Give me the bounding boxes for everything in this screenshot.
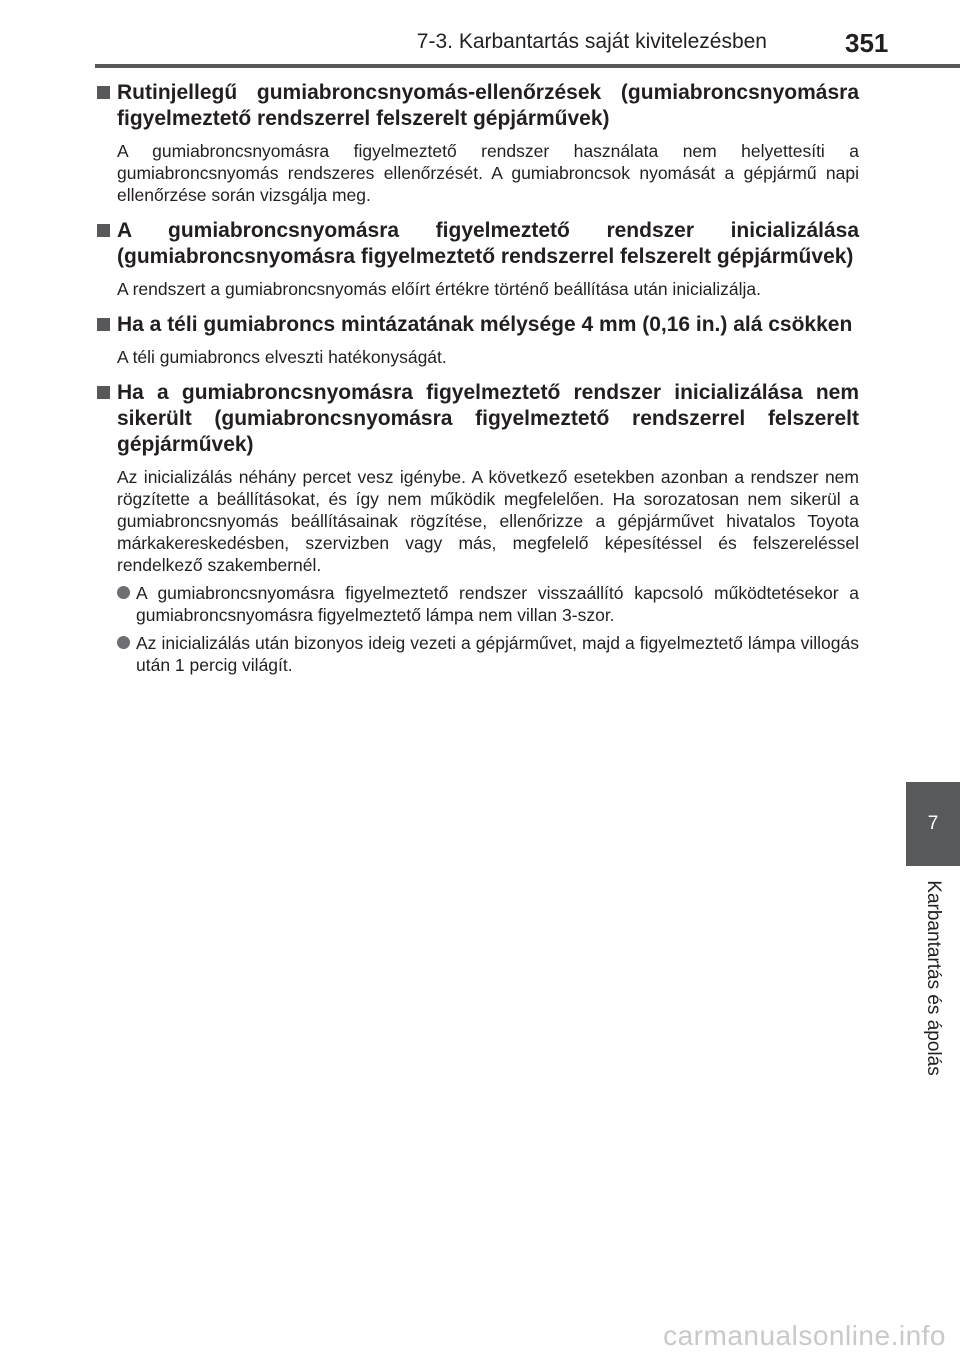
list-item-text: A gumiabroncsnyomásra figyelmeztető rendszer visszaállító kapcsoló működtetésekor a gumiabroncsnyomásra figyelmeztető lámpa nem villan 3-szor. [136,583,859,625]
section-paragraph: A téli gumiabroncs elveszti hatékonyságát. [117,347,447,367]
section-heading-text: Rutinjellegű gumiabroncsnyomás-ellenőrzések (gumiabroncsnyomásra figyelmeztető rendszerrel felszerelt gépjárművek) [117,81,859,130]
page-number: 351 [845,28,889,58]
circle-bullet-icon [117,586,130,599]
chapter-tab [906,782,960,866]
page-content [97,80,859,688]
section-heading [97,312,859,338]
header-rule [95,64,960,68]
section-routine-checks [97,80,859,206]
section-paragraph: Az inicializálás néhány percet vesz igénybe. A következő esetekben azonban a rendszer nem rögzítette a beállításokat, és így nem működik megfelelően. Ha sorozatosan nem sikerül a gumiabroncsnyomás beállításainak rögzítése, ellenőrizze a gépjárművet hivatalos Toyota márkakereskedésben, szervizben vagy más, megfelelő képesítéssel és felszereléssel rendelkező szakembernél. [117,467,859,575]
section-heading [97,380,859,458]
list-item [117,632,859,676]
section-heading-text: A gumiabroncsnyomásra figyelmeztető rendszer inicializálása (gumiabroncsnyomásra figyelmeztető rendszerrel felszerelt gépjárművek) [117,219,859,268]
section-heading-text: Ha a gumiabroncsnyomásra figyelmeztető rendszer inicializálása nem sikerült (gumiabroncsnyomásra figyelmeztető rendszerrel felszerelt gépjárművek) [117,381,859,456]
section-winter-tire [97,312,859,368]
section-initialization [97,218,859,300]
section-heading [97,80,859,132]
square-bullet-icon [97,224,110,237]
circle-bullet-icon [117,636,130,649]
list-item-text: Az inicializálás után bizonyos ideig vezeti a gépjárművet, majd a figyelmeztető lámpa villogás után 1 percig világít. [136,633,859,675]
watermark: carmanualsonline.info [663,1320,946,1351]
header-title: 7-3. Karbantartás saját kivitelezésben [416,30,767,53]
chapter-number: 7 [927,813,939,834]
section-paragraph: A rendszert a gumiabroncsnyomás előírt értékre történő beállítása után inicializálja. [117,279,761,299]
section-heading-text: Ha a téli gumiabroncs mintázatának mélysége 4 mm (0,16 in.) alá csökken [117,313,853,336]
section-paragraph: A gumiabroncsnyomásra figyelmeztető rendszer használata nem helyettesíti a gumiabroncsnyomás rendszeres ellenőrzését. A gumiabroncsok nyomását a gépjármű napi ellenőrzése során vizsgálja meg. [117,141,859,205]
list-item [117,582,859,626]
square-bullet-icon [97,86,110,99]
square-bullet-icon [97,318,110,331]
page-header [0,0,960,66]
square-bullet-icon [97,386,110,399]
section-heading [97,218,859,270]
chapter-label: Karbantartás és ápolás [923,880,944,1076]
section-initialization-failed [97,380,859,676]
